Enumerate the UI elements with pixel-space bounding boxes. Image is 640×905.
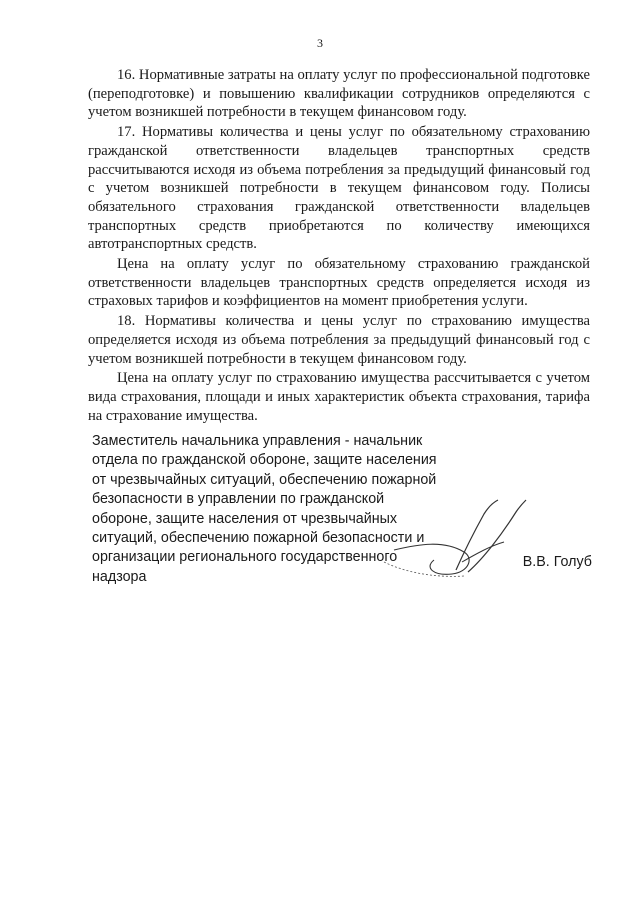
paragraph-16: 16. Нормативные затраты на оплату услуг по профессиональной подготовке (переподготовке) и повышению квалификации сотрудников определяются с учетом возникшей потребности в текущем финансовом году.: [88, 67, 590, 121]
handwritten-signature: [364, 492, 534, 582]
paragraph-18-price: Цена на оплату услуг по страхованию имущества рассчитывается с учетом вида страхования, площади и иных характеристик объекта страхования, тарифа на страхование имущества.: [88, 370, 590, 424]
signature-block: [92, 432, 592, 585]
signer-title: Заместитель начальника управления - начальник отдела по гражданской обороне, защите населения от чрезвычайных ситуаций, обеспечению пожарной безопасности в управлении по гражданской обороне, защите населения от чрезвычайных ситуаций, обеспечению пожарной безопасности и организации регионального государственного надзора: [92, 433, 437, 585]
signer-name: В.В. Голуб: [522, 554, 592, 570]
paragraph-17: 17. Нормативы количества и цены услуг по обязательному страхованию гражданской ответственности владельцев транспортных средств рассчитываются исходя из объема потребления за предыдущий финансовый год с учетом возникшей потребности в текущем финансовом году. Полисы обязательного страхования гражданской ответственности владельцев транспортных средств приобретаются по количеству имеющихся автотранспортных средств.: [88, 124, 590, 253]
document-body: [88, 66, 590, 425]
paragraph-17-price: Цена на оплату услуг по обязательному страхованию гражданской ответственности владельцев транспортных средств определяется исходя из страховых тарифов и коэффициентов на момент приобретения услуги.: [88, 256, 590, 310]
paragraph-18: 18. Нормативы количества и цены услуг по страхованию имущества определяется исходя из объема потребления за предыдущий финансовый год с учетом возникшей потребности в текущем финансовом году.: [88, 313, 590, 367]
page-number: 3: [317, 36, 323, 50]
